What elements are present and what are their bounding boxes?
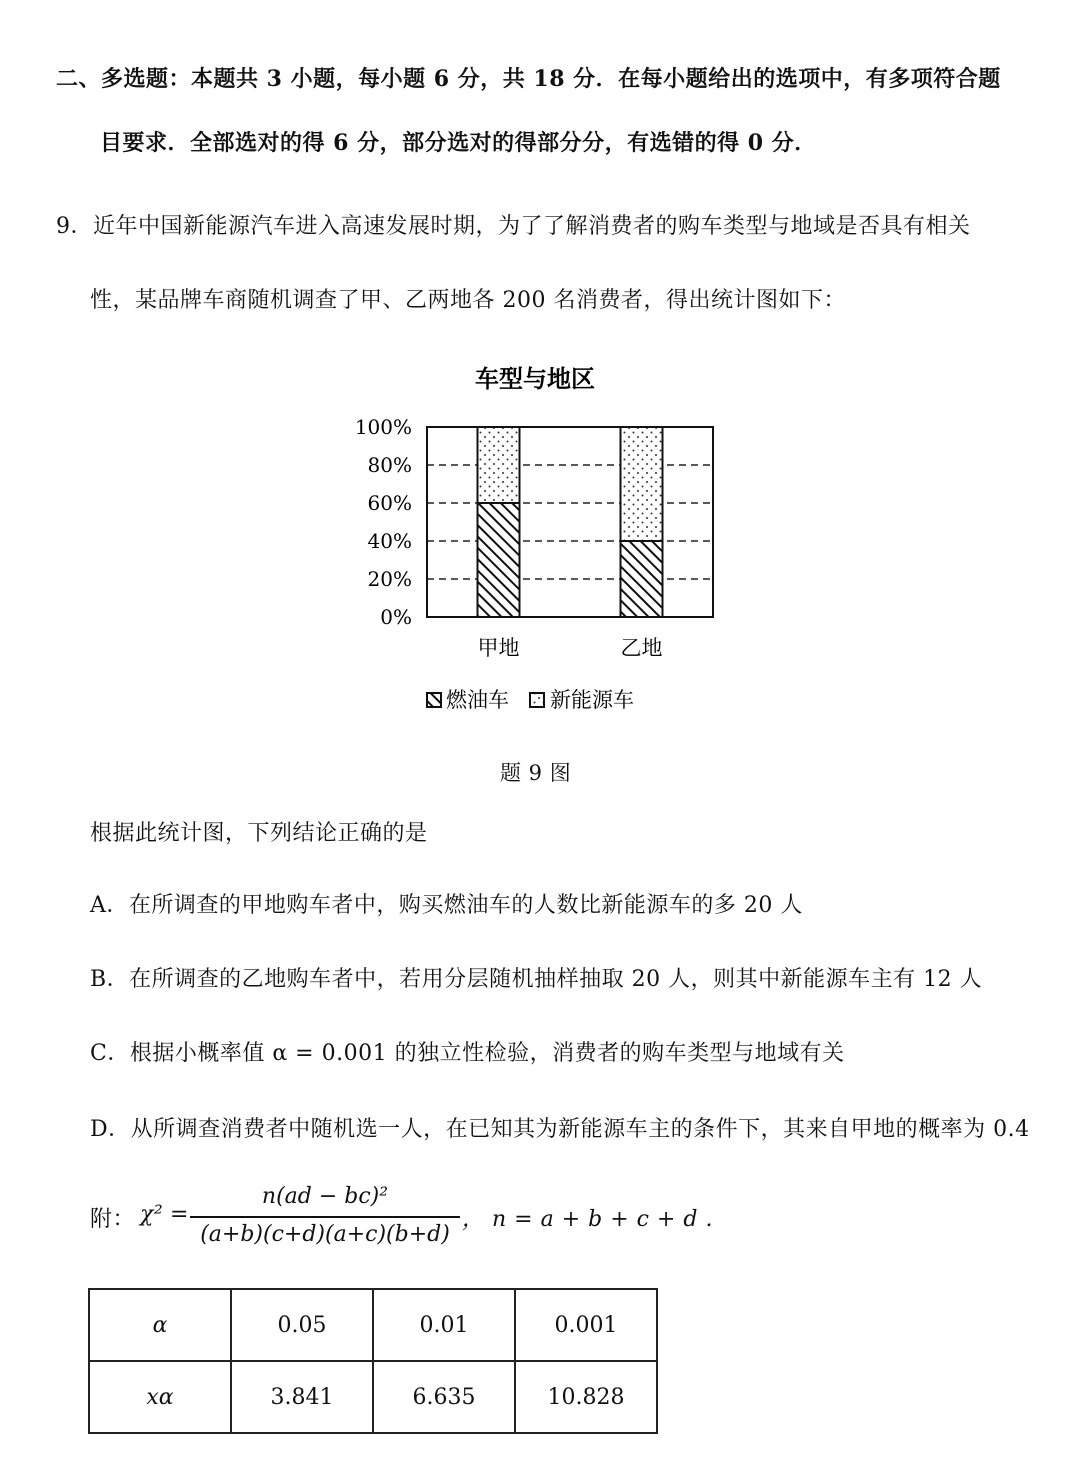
x-tick-labels xyxy=(478,636,663,660)
table-cell: 3.841 xyxy=(231,1361,373,1433)
chart-figure xyxy=(330,345,740,740)
y-tick-label: 100% xyxy=(354,415,412,439)
y-tick-label: 0% xyxy=(380,605,412,629)
y-tick-label: 20% xyxy=(367,567,412,591)
bars xyxy=(478,427,663,617)
table-row-x xyxy=(89,1361,657,1433)
table-cell: 6.635 xyxy=(373,1361,515,1433)
equals-sign: = xyxy=(170,1202,189,1227)
option-a: A．在所调查的甲地购车者中，购买燃油车的人数比新能源车的多 20 人 xyxy=(90,893,803,918)
chi-square-symbol: χ² xyxy=(140,1202,164,1227)
y-tick-label: 40% xyxy=(367,529,412,553)
option-d: D．从所调查消费者中随机选一人，在已知其为新能源车主的条件下，其来自甲地的概率为 0.4 xyxy=(90,1117,1030,1142)
bar-0-series-1 xyxy=(478,427,520,503)
stacked-bar-chart xyxy=(330,345,740,740)
table-cell: 0.05 xyxy=(231,1289,373,1361)
gridlines xyxy=(427,465,713,579)
table-cell: 0.01 xyxy=(373,1289,515,1361)
figure-caption: 题 9 图 xyxy=(500,761,572,785)
table-header-alpha: α xyxy=(89,1289,231,1361)
table-cell: 10.828 xyxy=(515,1361,657,1433)
appendix-formula xyxy=(90,1180,790,1270)
option-b: B．在所调查的乙地购车者中，若用分层随机抽样抽取 20 人，则其中新能源车主有 12 人 xyxy=(90,967,983,992)
table-header-x-alpha: xα xyxy=(89,1361,231,1433)
chart-legend xyxy=(427,688,634,712)
section-header-line2: 目要求．全部选对的得 6 分，部分选对的得部分分，有选错的得 0 分． xyxy=(100,130,817,156)
option-c: C．根据小概率值 α = 0.001 的独立性检验，消费者的购车类型与地域有关 xyxy=(90,1041,845,1066)
bar-1-series-1 xyxy=(621,427,663,541)
formula-denominator: (a+b)(c+d)(a+c)(b+d) xyxy=(200,1222,450,1247)
table-cell: 0.001 xyxy=(515,1289,657,1361)
legend-swatch-ev xyxy=(530,693,544,707)
critical-value-table xyxy=(88,1288,658,1434)
question-9-line2: 性，某品牌车商随机调查了甲、乙两地各 200 名消费者，得出统计图如下： xyxy=(90,288,846,313)
legend-label-ev: 新能源车 xyxy=(550,688,634,712)
legend-label-fuel: 燃油车 xyxy=(446,688,509,712)
section-header-line1: 二、多选题：本题共 3 小题，每小题 6 分，共 18 分．在每小题给出的选项中，有多项符合题 xyxy=(56,66,1001,92)
y-tick-label: 80% xyxy=(367,453,412,477)
legend-swatch-fuel xyxy=(427,693,441,707)
bar-1-series-0 xyxy=(621,541,663,617)
x-tick-label: 甲地 xyxy=(477,636,520,660)
bar-0-series-0 xyxy=(478,503,520,617)
n-definition: ， n = a + b + c + d . xyxy=(462,1207,713,1232)
question-stem: 根据此统计图，下列结论正确的是 xyxy=(90,821,428,846)
formula-numerator: n(ad − bc)² xyxy=(261,1184,389,1209)
question-9-line1: 9．近年中国新能源汽车进入高速发展时期，为了了解消费者的购车类型与地域是否具有相关 xyxy=(56,214,971,239)
table-row-alpha xyxy=(89,1289,657,1361)
plot-frame xyxy=(427,427,713,617)
chart-title: 车型与地区 xyxy=(475,365,595,393)
y-tick-labels xyxy=(355,415,412,629)
appendix-label: 附： xyxy=(90,1207,136,1232)
y-tick-label: 60% xyxy=(367,491,412,515)
fraction-bar xyxy=(190,1216,460,1218)
x-tick-label: 乙地 xyxy=(620,636,663,660)
